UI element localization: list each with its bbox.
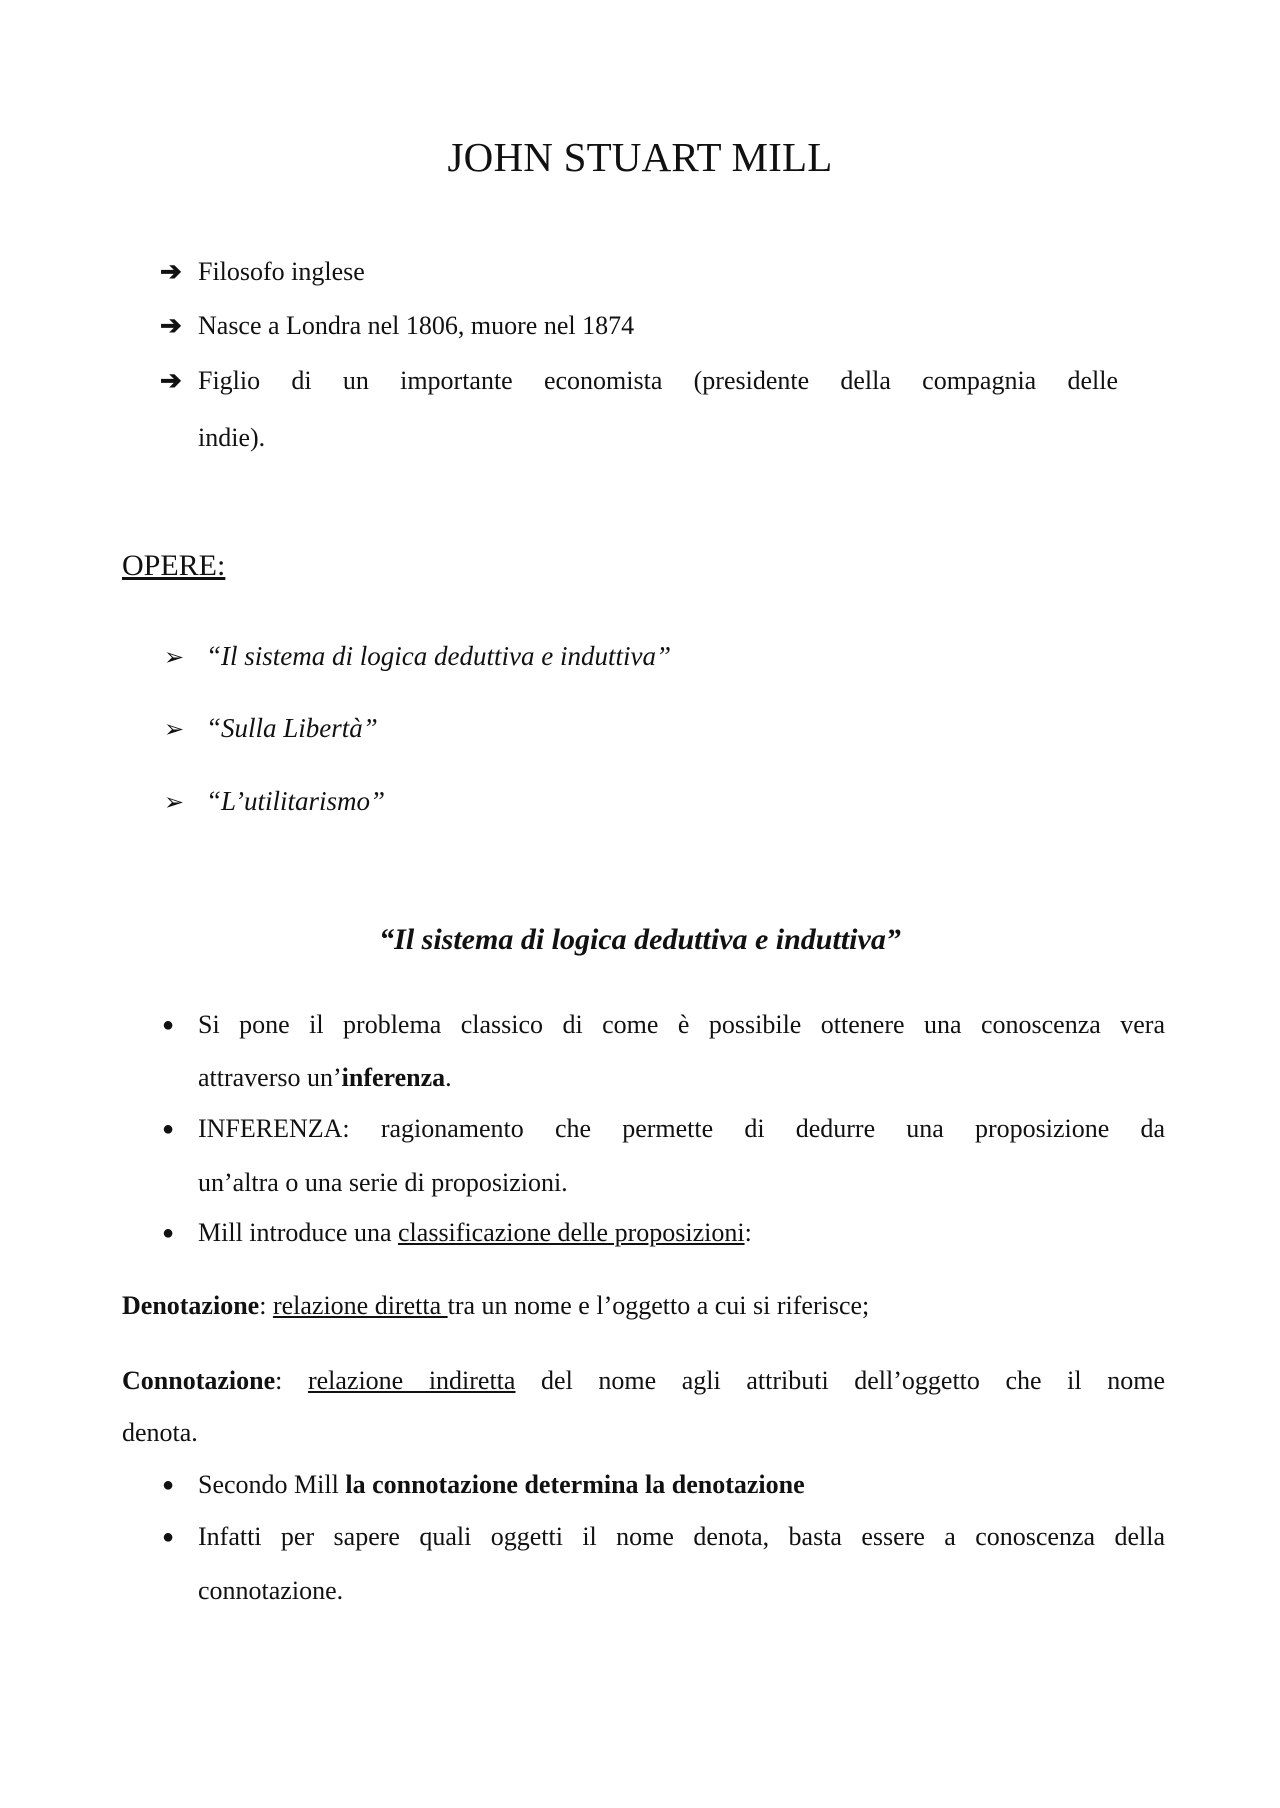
definition-continuation: denota. — [122, 1418, 198, 1447]
text-run: : — [259, 1291, 273, 1320]
bullet-text: Si pone il problema classico di come è possibile ottenere una conoscenza vera — [198, 1010, 1165, 1039]
definition-connotation — [122, 1355, 1165, 1407]
underlined-phrase: relazione indiretta — [307, 1366, 516, 1395]
bio-item-text: Filosofo inglese — [198, 257, 365, 286]
work-title: “Il sistema di logica deduttiva e induttiva” — [206, 641, 671, 671]
classification-link-text: classificazione delle proposizioni — [398, 1218, 745, 1247]
arrow-icon: ➔ — [160, 366, 182, 395]
bullet-icon: ● — [162, 1222, 175, 1244]
bullet-icon: ● — [162, 1014, 175, 1036]
works-heading: OPERE: — [122, 549, 226, 582]
bullet-continuation: un’altra o una serie di proposizioni. — [198, 1168, 568, 1197]
text-run: tra un nome e l’oggetto a cui si riferisce; — [447, 1291, 870, 1320]
term-denotazione: Denotazione — [122, 1291, 260, 1320]
bullet-text: INFERENZA: ragionamento che permette di dedurre una proposizione da — [198, 1114, 1165, 1143]
text-run: Secondo Mill — [198, 1470, 346, 1499]
text-run: : — [275, 1366, 308, 1395]
bullet-item — [162, 1459, 1165, 1511]
work-item — [164, 708, 378, 750]
bullet-text — [198, 1207, 1165, 1259]
arrowhead-icon: ➢ — [164, 717, 185, 743]
arrow-icon: ➔ — [160, 257, 182, 286]
arrowhead-icon: ➢ — [164, 645, 185, 671]
text-run: : — [744, 1218, 752, 1247]
work-title: “Sulla Libertà” — [206, 713, 378, 743]
section-title: “Il sistema di logica deduttiva e induttiva” — [379, 923, 901, 956]
page-title: JOHN STUART MILL — [447, 134, 833, 180]
work-item — [164, 636, 671, 678]
bullet-icon: ● — [162, 1526, 175, 1548]
definition-denotation — [122, 1280, 1165, 1332]
bold-statement: la connotazione determina la denotazione — [345, 1470, 805, 1499]
work-title: “L’utilitarismo” — [206, 786, 386, 816]
bullet-item — [162, 1103, 1165, 1155]
text-run: Mill introduce una — [198, 1218, 399, 1247]
bullet-continuation: connotazione. — [198, 1576, 344, 1605]
bio-item-text: Nasce a Londra nel 1806, muore nel 1874 — [198, 311, 635, 340]
bio-item — [160, 244, 1120, 300]
term-inferenza: inferenza — [341, 1063, 446, 1092]
bio-item — [160, 353, 1118, 409]
bullet-icon: ● — [162, 1474, 175, 1496]
bullet-item — [162, 999, 1165, 1051]
bullet-text: Infatti per sapere quali oggetti il nome denota, basta essere a conoscenza della — [198, 1522, 1165, 1551]
bio-item — [160, 298, 1120, 354]
bullet-item — [162, 1207, 1165, 1259]
bio-item-text: Figlio di un importante economista (presidente della compagnia delle — [198, 366, 1118, 395]
bio-item-continuation: indie). — [198, 423, 266, 452]
arrowhead-icon: ➢ — [164, 790, 185, 816]
underlined-phrase: relazione diretta — [272, 1291, 448, 1320]
bullet-continuation — [198, 1058, 452, 1098]
text-run: attraverso un’ — [198, 1063, 342, 1092]
bullet-item — [162, 1511, 1165, 1563]
bullet-icon: ● — [162, 1118, 175, 1140]
bullet-text — [198, 1459, 1165, 1511]
arrow-icon: ➔ — [160, 311, 182, 340]
work-item — [164, 781, 385, 823]
term-connotazione: Connotazione — [122, 1366, 276, 1395]
text-run: del nome agli attributi dell’oggetto che il nome — [515, 1366, 1165, 1395]
text-run: . — [445, 1063, 452, 1092]
